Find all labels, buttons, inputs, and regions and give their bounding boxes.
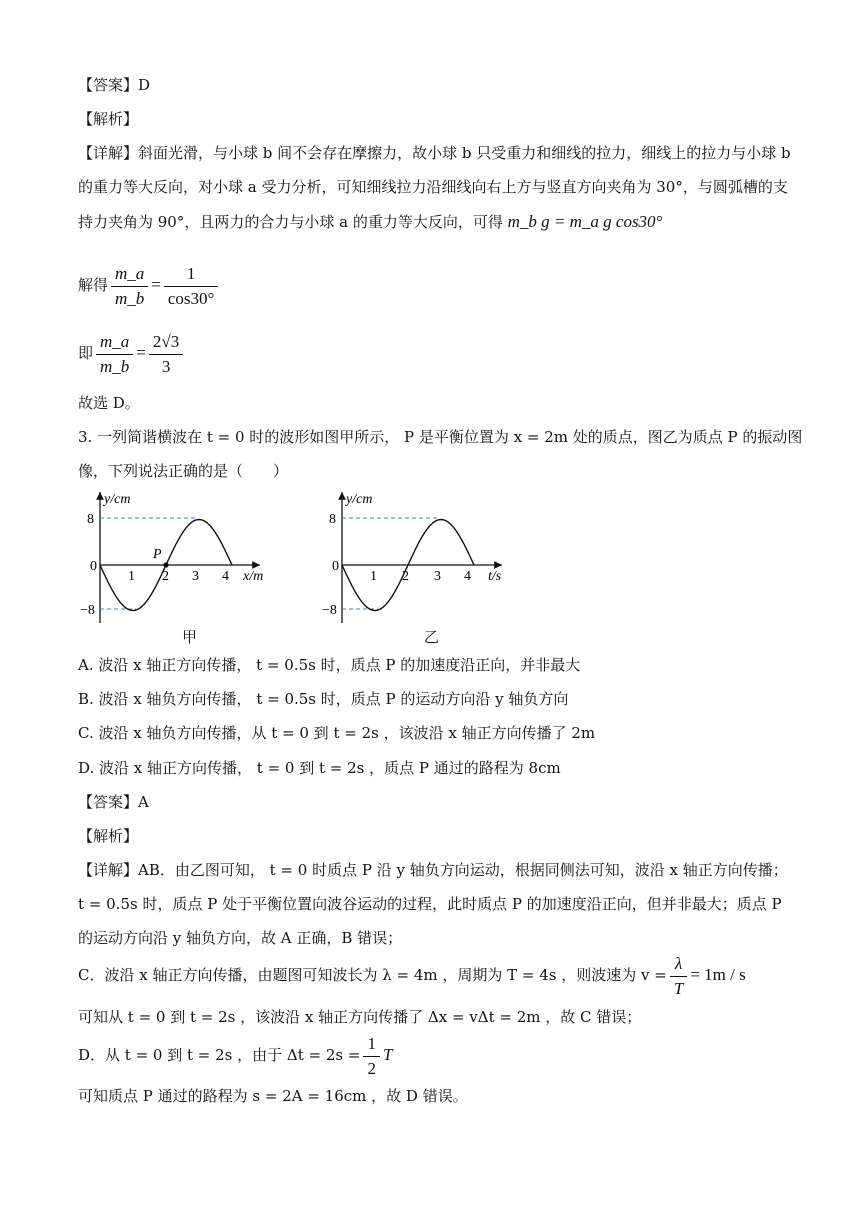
prev-detail-line-1: 【详解】斜面光滑，与小球 b 间不会存在摩擦力，故小球 b 只受重力和细线的拉力，细线上的拉力与小球 b: [78, 144, 791, 162]
solution-c-line-2: 可知从 t = 0 到 t = 2s ，该波沿 x 轴正方向传播了 Δx = vΔt = 2m ，故 C 错误；: [78, 1008, 642, 1026]
solution-d-line-2: 可知质点 P 通过的路程为 s = 2A = 16cm ，故 D 错误。: [78, 1087, 468, 1105]
q3-stem-line-2: 像，下列说法正确的是（ ）: [78, 462, 289, 480]
x-tick-3: 3: [434, 569, 441, 584]
x-tick-4: 4: [222, 569, 229, 584]
solve-lhs-num: m_a: [111, 264, 148, 287]
caption-yi: 乙: [424, 628, 440, 646]
x-tick-1: 1: [370, 569, 377, 584]
x-axis-label: t/s: [488, 569, 502, 584]
ie-rhs-den: 3: [161, 356, 171, 376]
x-axis-label: x/m: [243, 569, 264, 584]
solution-c-text: C．波沿 x 轴正方向传播，由题图可知波长为 λ = 4m ，周期为 T = 4s ，则波速为 v =: [78, 966, 667, 984]
y-tick-8: 8: [87, 512, 94, 527]
ie-rhs-num: 2√3: [149, 332, 183, 355]
solution-d-den: 2: [367, 1058, 376, 1078]
caption-jia: 甲: [182, 628, 198, 646]
y-tick-0: 0: [332, 559, 339, 574]
solution-d-num: 1: [363, 1034, 380, 1057]
y-axis-label: y/cm: [346, 492, 373, 507]
figure-jia: [80, 488, 280, 648]
prev-detail-line-3-text: 持力夹角为 90°，且两力的合力与小球 a 的重力等大反向，可得: [78, 213, 503, 231]
prev-ie-line: 即 $\frac{m\_a}{m\_b}$ = $\frac{2√3}{3}$: [78, 330, 186, 377]
solution-d-tail: T: [382, 1045, 393, 1064]
solve-rhs-den: cos30°: [167, 288, 215, 308]
y-tick-neg8: −8: [80, 603, 95, 618]
x-tick-2: 2: [402, 569, 409, 584]
prev-detail-line-3: [78, 211, 662, 233]
solution-ab-line-2: t = 0.5s 时，质点 P 处于平衡位置向波谷运动的过程，此时质点 P 的加速度沿正向，但并非最大；质点 P: [78, 895, 782, 913]
figure-yi: [322, 488, 522, 648]
solution-c-num: λ: [670, 954, 687, 977]
x-tick-4: 4: [464, 569, 471, 584]
prev-choose: 故选 D。: [78, 394, 140, 412]
prev-solve-line: 解得 $\frac{m\_a}{m\_b}$ = $\frac{1}{\cos 30^\circ}$: [78, 262, 221, 309]
solve-lhs-den: m_b: [115, 288, 145, 308]
solution-c-line-1: [78, 952, 746, 999]
x-tick-2: 2: [162, 569, 169, 584]
option-c: C. 波沿 x 轴负方向传播，从 t = 0 到 t = 2s ，该波沿 x 轴正方向传播了 2m: [78, 724, 596, 742]
y-tick-neg8: −8: [322, 603, 337, 618]
y-axis-label: y/cm: [104, 492, 131, 507]
solution-answer: 【答案】A: [78, 793, 149, 811]
x-tick-1: 1: [128, 569, 135, 584]
solve-label: 解得: [78, 276, 109, 294]
solution-analysis: 【解析】: [78, 827, 139, 845]
ie-label: 即: [78, 344, 94, 362]
ie-lhs-num: m_a: [96, 332, 133, 355]
ie-lhs-den: m_b: [100, 356, 130, 376]
solution-d-text: D．从 t = 0 到 t = 2s ，由于 Δt = 2s =: [78, 1046, 361, 1064]
prev-answer: 【答案】D: [78, 76, 151, 94]
point-p-label: P: [153, 547, 162, 562]
x-tick-3: 3: [192, 569, 199, 584]
solution-c-den: T: [673, 978, 684, 998]
q3-stem-line-1: 3. 一列简谐横波在 t = 0 时的波形如图甲所示， P 是平衡位置为 x = 2m 处的质点，图乙为质点 P 的振动图: [78, 428, 803, 446]
point-p: [163, 562, 168, 567]
solve-rhs-num: 1: [164, 264, 218, 287]
y-tick-0: 0: [90, 559, 97, 574]
solution-ab-line-1: 【详解】AB．由乙图可知， t = 0 时质点 P 沿 y 轴负方向运动，根据同侧法可知，波沿 x 轴正方向传播；: [78, 861, 788, 879]
prev-analysis: 【解析】: [78, 110, 139, 128]
option-d: D. 波沿 x 轴正方向传播， t = 0 到 t = 2s ，质点 P 通过的路程为 8cm: [78, 759, 561, 777]
option-b: B. 波沿 x 轴负方向传播， t = 0.5s 时，质点 P 的运动方向沿 y 轴负方向: [78, 690, 569, 708]
prev-detail-line-2: 的重力等大反向，对小球 a 受力分析，可知细线拉力沿细线向右上方与竖直方向夹角为 30°，与圆弧槽的支: [78, 178, 788, 196]
solution-d-line-1: [78, 1032, 392, 1079]
solution-ab-line-3: 的运动方向沿 y 轴负方向，故 A 正确，B 错误；: [78, 929, 403, 947]
y-tick-8: 8: [329, 512, 336, 527]
prev-detail-equation: m_b g = m_a g cos30°: [507, 212, 663, 231]
solution-c-tail: = 1m / s: [690, 965, 746, 984]
option-a: A. 波沿 x 轴正方向传播， t = 0.5s 时，质点 P 的加速度沿正向，并非最大: [78, 656, 581, 674]
